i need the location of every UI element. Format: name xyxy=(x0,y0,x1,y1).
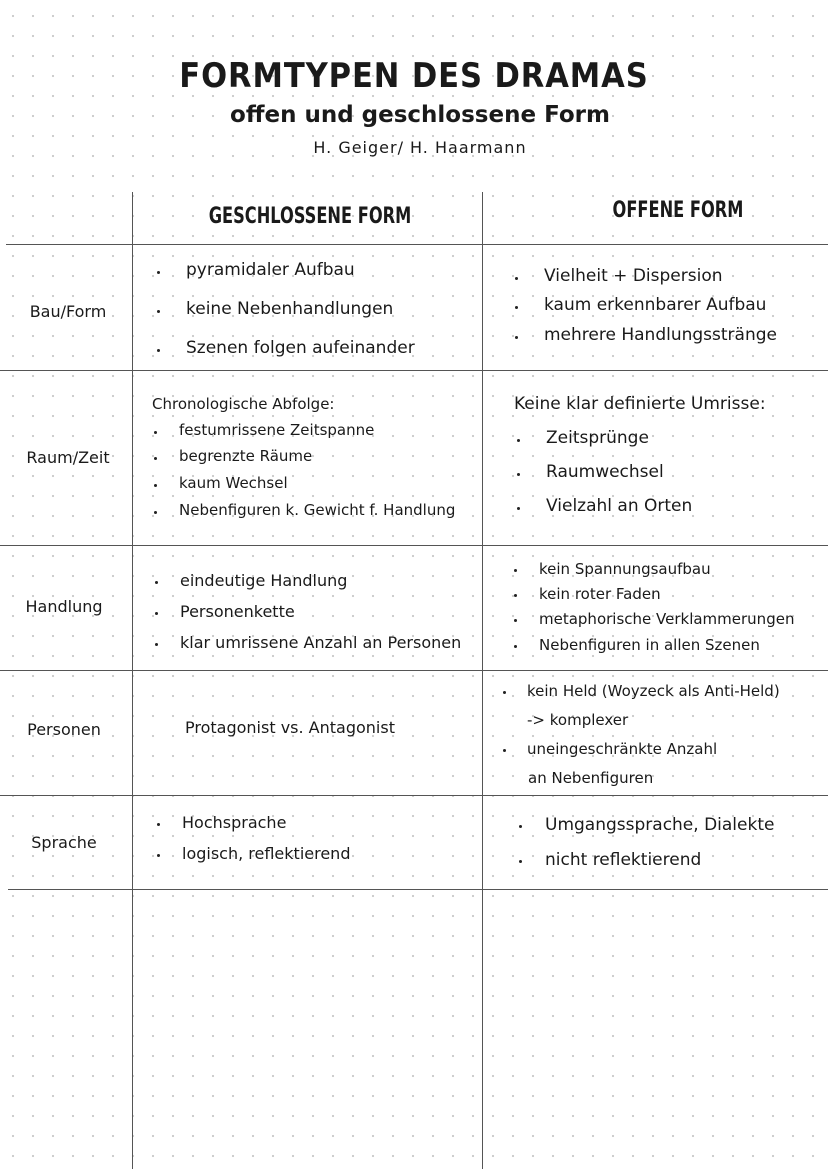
list-item: an Nebenfiguren xyxy=(528,769,654,787)
closed-intro: Chronologische Abfolge: xyxy=(152,395,335,413)
header-open-form: OFFENE FORM xyxy=(612,198,744,223)
bullet-icon xyxy=(503,749,506,752)
open-intro: Keine klar definierte Umrisse: xyxy=(514,394,766,414)
list-item: metaphorische Verklammerungen xyxy=(514,610,824,630)
list-item: -> komplexer xyxy=(527,711,629,729)
list-item: kein Held (Woyzeck als Anti-Held) xyxy=(503,682,825,702)
header-closed-form: GESCHLOSSENE FORM xyxy=(208,204,412,229)
bullet-icon xyxy=(515,336,518,339)
list-item: uneingeschränkte Anzahl xyxy=(503,740,825,760)
bullet-icon xyxy=(515,306,518,309)
row-divider xyxy=(0,670,828,671)
list-item: eindeutige Handlung xyxy=(155,571,477,593)
list-item: Raumwechsel xyxy=(517,462,817,486)
page-title: FORMTYPEN DES DRAMAS xyxy=(179,56,649,96)
bullet-icon xyxy=(157,349,160,352)
row-divider xyxy=(0,795,828,796)
column-divider-1 xyxy=(132,192,133,1169)
bullet-icon xyxy=(155,581,158,584)
list-item: Nebenfiguren k. Gewicht f. Handlung xyxy=(154,501,476,523)
bullet-icon xyxy=(517,473,520,476)
list-item: begrenzte Räume xyxy=(154,447,476,469)
bullet-icon xyxy=(514,594,517,597)
list-item: nicht reflektierend xyxy=(519,850,824,872)
row-label-handlung: Handlung xyxy=(25,597,103,616)
row-label-personen: Personen xyxy=(27,720,101,739)
bullet-icon xyxy=(514,619,517,622)
list-item: Vielheit + Dispersion xyxy=(515,266,825,290)
bullet-icon xyxy=(514,645,517,648)
bullet-icon xyxy=(503,691,506,694)
bullet-icon xyxy=(517,439,520,442)
bullet-icon xyxy=(154,431,157,434)
bullet-icon xyxy=(157,310,160,313)
bullet-icon xyxy=(517,507,520,510)
bullet-icon xyxy=(154,457,157,460)
row-label-bau-form: Bau/Form xyxy=(29,302,107,321)
row-divider xyxy=(6,244,828,245)
row-divider xyxy=(0,370,828,371)
list-item: klar umrissene Anzahl an Personen xyxy=(155,633,477,655)
column-divider-2 xyxy=(482,192,483,1169)
list-item: kaum erkennbarer Aufbau xyxy=(515,295,825,319)
row-label-raum-zeit: Raum/Zeit xyxy=(26,448,110,467)
bullet-icon xyxy=(155,612,158,615)
list-item: festumrissene Zeitspanne xyxy=(154,421,476,443)
bullet-icon xyxy=(514,569,517,572)
list-item: Personenkette xyxy=(155,602,477,624)
list-item: kein roter Faden xyxy=(514,585,824,605)
list-item: Umgangssprache, Dialekte xyxy=(519,815,824,837)
closed-text: Protagonist vs. Antagonist xyxy=(185,718,395,737)
list-item: pyramidaler Aufbau xyxy=(157,260,477,284)
list-item: mehrere Handlungsstränge xyxy=(515,325,825,349)
list-item: keine Nebenhandlungen xyxy=(157,299,477,323)
bullet-icon xyxy=(519,825,522,828)
list-item: Zeitsprünge xyxy=(517,428,817,452)
row-divider xyxy=(8,889,828,890)
bullet-icon xyxy=(157,854,160,857)
list-item: logisch, reflektierend xyxy=(157,844,477,866)
list-item: Nebenfiguren in allen Szenen xyxy=(514,636,824,656)
list-item: kaum Wechsel xyxy=(154,474,476,496)
list-item: kein Spannungsaufbau xyxy=(514,560,824,580)
bullet-icon xyxy=(157,271,160,274)
bullet-icon xyxy=(515,277,518,280)
bullet-icon xyxy=(519,860,522,863)
bullet-icon xyxy=(154,484,157,487)
page-subtitle: offen und geschlossene Form xyxy=(230,102,610,128)
bullet-icon xyxy=(157,823,160,826)
list-item: Hochsprache xyxy=(157,813,477,835)
author-line: H. Geiger/ H. Haarmann xyxy=(313,138,527,157)
bullet-icon xyxy=(154,511,157,514)
row-divider xyxy=(0,545,828,546)
bullet-icon xyxy=(155,643,158,646)
list-item: Szenen folgen aufeinander xyxy=(157,338,477,362)
row-label-sprache: Sprache xyxy=(31,833,97,852)
list-item: Vielzahl an Orten xyxy=(517,496,817,520)
